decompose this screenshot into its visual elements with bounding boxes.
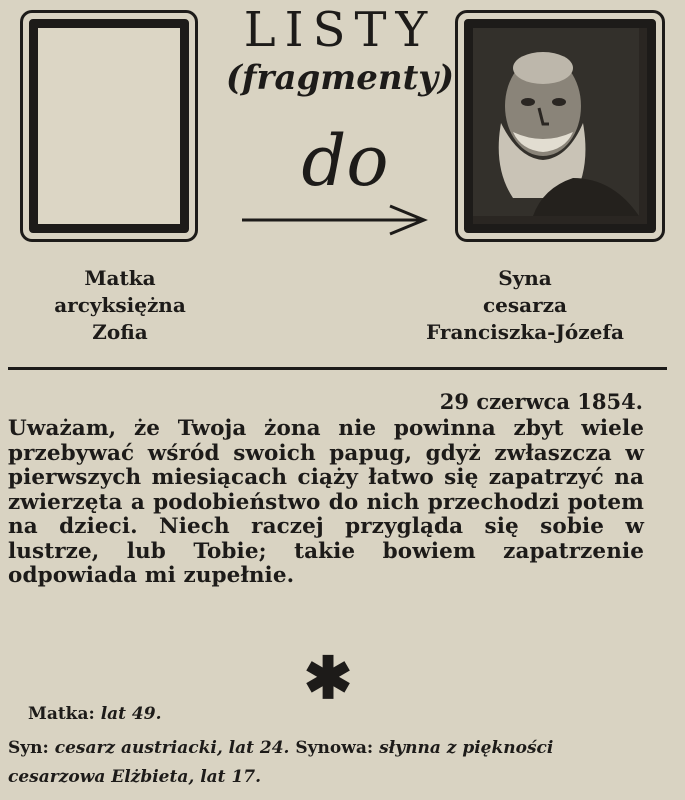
page-subtitle: (fragmenty) <box>225 58 455 98</box>
note-son-label: Syn: <box>8 738 49 758</box>
recipient-caption-line: Franciszka-Józefa <box>426 320 624 344</box>
portrait-illustration <box>473 28 639 216</box>
note-mother-value: lat 49. <box>100 704 162 724</box>
note-son-value: cesarz austriacki, lat 24. <box>54 738 290 758</box>
sender-caption-line: arcyksiężna <box>54 293 186 317</box>
horizontal-rule <box>8 367 667 370</box>
connector-word: do <box>301 120 389 202</box>
note-mother <box>28 704 162 724</box>
empty-frame-inner <box>29 19 189 233</box>
empty-portrait-frame <box>20 10 198 242</box>
sender-caption-line: Zofia <box>92 320 148 344</box>
portrait-frame <box>455 10 665 242</box>
note-mother-label: Matka: <box>28 704 95 724</box>
right-arrow-icon <box>240 200 430 240</box>
recipient-caption <box>390 265 660 346</box>
portrait-photo <box>464 19 656 233</box>
page-title: LISTY <box>243 2 437 58</box>
asterisk-separator-icon: ✱ <box>303 644 353 712</box>
sender-caption <box>30 265 210 346</box>
recipient-caption-line: cesarza <box>483 293 567 317</box>
note-daughter-label: Synowa: <box>295 738 374 758</box>
letter-date: 29 czerwca 1854. <box>439 389 643 414</box>
recipient-caption-line: Syna <box>498 266 552 290</box>
letter-body: Uważam, że Twoja żona nie powinna zbyt wiele przebywać wśród swoich papug, gdyż zwłaszcza w pierwszych miesiącach ciąży łatwo się zapatrzyć na zwierzęta a podobieństwo do nich przechodzi potem na dzieci. Niech raczej przygląda się sobie w lustrze, lub Tobie; takie bowiem zapatrzenie odpowiada mi zupełnie. <box>8 416 644 588</box>
note-son-and-wife <box>8 734 648 792</box>
sender-caption-line: Matka <box>84 266 156 290</box>
note-daughter-value: słynna z piękności cesarzowa Elżbieta, lat 17. <box>8 738 554 787</box>
